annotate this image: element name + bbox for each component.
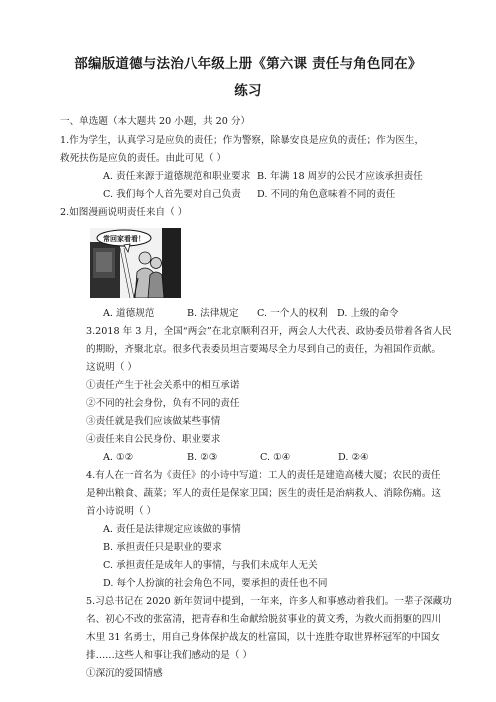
q4-stem-line3: 首小诗说明（ ）: [86, 506, 157, 517]
q3-statement-2: ②不同的社会身份，负有不同的责任: [86, 398, 240, 409]
q3-stem-line1: 3.2018 年 3 月，全国“两会”在北京顺利召开，两会人大代表、政协委员带着各省人民: [86, 326, 452, 337]
q3-option-d: D. ②④: [338, 452, 369, 463]
q3-statement-3: ③责任就是我们应该做某些事情: [86, 416, 221, 427]
q4-stem-line1: 4.有人在一首名为《责任》的小诗中写道：工人的责任是建造高楼大厦；农民的责任: [86, 470, 441, 481]
q4-option-a: A. 责任是法律规定应该做的事情: [103, 524, 241, 535]
q1-option-d: D. 不同的角色意味着不同的责任: [257, 189, 396, 200]
q3-option-a: A. ①②: [103, 452, 134, 463]
q2-option-a: A. 道德规范: [103, 308, 155, 319]
q5-stem-line4: 排……这些人和事让我们感动的是（ ）: [86, 650, 253, 661]
q3-statement-4: ④责任来自公民身份、职业要求: [86, 434, 221, 445]
q5-statement-1: ①深沉的爱国情感: [86, 668, 163, 679]
q3-stem-line3: 这说明（ ）: [86, 362, 138, 373]
q4-option-c: C. 承担责任是成年人的事情，与我们未成年人无关: [103, 560, 318, 571]
q1-option-c: C. 我们每个人首先要对自己负责: [103, 189, 241, 200]
document-title: 部编版道德与法治八年级上册《第六课 责任与角色同在》: [74, 56, 422, 72]
q4-option-d: D. 每个人扮演的社会角色不同，要承担的责任也不同: [103, 578, 328, 589]
q1-stem-line2: 救死扶伤是应负的责任。由此可见（ ）: [60, 153, 227, 164]
section-heading: 一、单选题（本大题共 20 小题，共 20 分）: [60, 116, 251, 127]
q1-option-a: A. 责任来源于道德规范和职业要求: [103, 171, 251, 182]
q2-option-d: D. 上级的命令: [337, 308, 399, 319]
q3-option-b: B. ②③: [187, 452, 218, 463]
document-subtitle: 练习: [234, 83, 262, 99]
q4-option-b: B. 承担责任只是职业的要求: [103, 542, 222, 553]
q2-option-c: C. 一个人的权利: [257, 308, 328, 319]
q1-option-b: B. 年满 18 周岁的公民才应该承担责任: [257, 171, 423, 182]
q5-stem-line2: 名、初心不改的张富清，把青春和生命献给脱贫事业的黄文秀，为救火而捐躯的四川: [86, 614, 441, 625]
q3-option-c: C. ①④: [260, 452, 291, 463]
q3-statement-1: ①责任产生于社会关系中的相互承诺: [86, 380, 240, 391]
cartoon-illustration: [90, 228, 181, 298]
q1-stem-line1: 1.作为学生，认真学习是应负的责任；作为警察，除暴安良是应负的责任；作为医生，: [60, 135, 425, 146]
q3-stem-line2: 的期盼，齐聚北京。很多代表委员坦言要竭尽全力尽到自己的责任，为祖国作贡献。: [86, 344, 441, 355]
q5-stem-line3: 木里 31 名勇士，用自己身体保护战友的杜富国，以十连胜夺取世界杯冠军的中国女: [86, 632, 441, 643]
q5-stem-line1: 5.习总书记在 2020 新年贺词中提到，一年来，许多人和事感动着我们。一辈子深藏功: [86, 596, 452, 607]
q2-stem: 2.如图漫画说明责任来自（ ）: [60, 207, 188, 218]
q4-stem-line2: 是种出粮食、蔬菜；军人的责任是保家卫国；医生的责任是治病救人、消除伤痛。这: [86, 488, 441, 499]
q2-option-b: B. 法律规定: [187, 308, 239, 319]
speech-bubble-text: 常回家看看！: [103, 235, 145, 243]
